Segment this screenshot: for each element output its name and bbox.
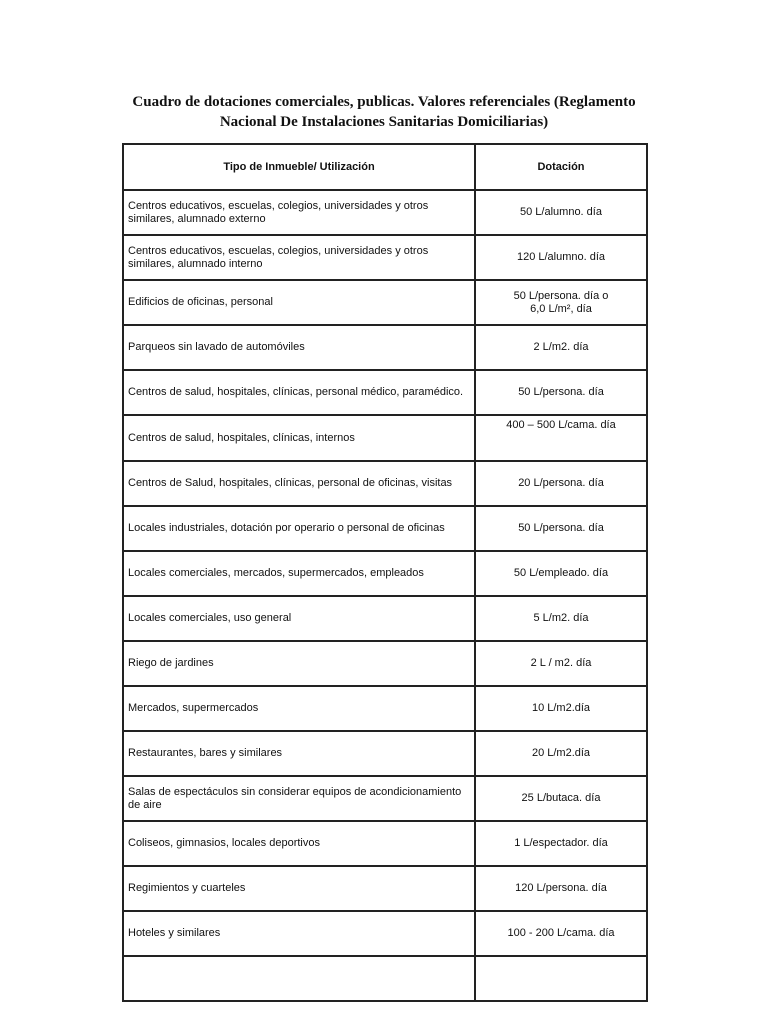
- table-row: [123, 415, 647, 461]
- cell-tipo: Restaurantes, bares y similares: [123, 731, 475, 776]
- header-dotacion: Dotación: [475, 144, 647, 190]
- cell-dotacion-line-2: 6,0 L/m², día: [530, 302, 592, 315]
- cell-dotacion-line-1: 50 L/persona. día o: [513, 289, 609, 302]
- cell-dotacion: 20 L/m2.día: [475, 731, 647, 776]
- table-row: [123, 280, 647, 325]
- cell-tipo: Riego de jardines: [123, 641, 475, 686]
- cell-tipo: Centros educativos, escuelas, colegios, universidades y otros similares, alumnado externo: [123, 190, 475, 235]
- table-row: [123, 641, 647, 686]
- table-header-row: [123, 144, 647, 190]
- cell-tipo: Regimientos y cuarteles: [123, 866, 475, 911]
- cell-dotacion: 400 – 500 L/cama. día: [475, 415, 647, 461]
- table-row: [123, 551, 647, 596]
- cell-tipo: Centros educativos, escuelas, colegios, universidades y otros similares, alumnado interno: [123, 235, 475, 280]
- cell-dotacion: 2 L/m2. día: [475, 325, 647, 370]
- continuation-cell: [123, 956, 475, 1001]
- table-row: [123, 596, 647, 641]
- cell-dotacion: 1 L/espectador. día: [475, 821, 647, 866]
- cell-tipo: Locales comerciales, uso general: [123, 596, 475, 641]
- cell-tipo: Locales comerciales, mercados, supermercados, empleados: [123, 551, 475, 596]
- cell-dotacion: 50 L/persona. día: [475, 370, 647, 415]
- cell-dotacion: 50 L/persona. día: [475, 506, 647, 551]
- cell-tipo: Coliseos, gimnasios, locales deportivos: [123, 821, 475, 866]
- table-row: [123, 370, 647, 415]
- cell-tipo: Hoteles y similares: [123, 911, 475, 956]
- dotaciones-table: [122, 143, 648, 1002]
- table-row: [123, 325, 647, 370]
- table-row: [123, 461, 647, 506]
- table-row: [123, 235, 647, 280]
- cell-dotacion: [475, 280, 647, 325]
- cell-dotacion: 25 L/butaca. día: [475, 776, 647, 821]
- table-row: [123, 911, 647, 956]
- cell-dotacion: 2 L / m2. día: [475, 641, 647, 686]
- table-continuation: [123, 956, 647, 1001]
- table-row: [123, 190, 647, 235]
- cell-tipo: Centros de salud, hospitales, clínicas, internos: [123, 415, 475, 461]
- title-line-2: Nacional De Instalaciones Sanitarias Domiciliarias): [219, 114, 549, 130]
- cell-tipo: Salas de espectáculos sin considerar equipos de acondicionamiento de aire: [123, 776, 475, 821]
- cell-dotacion: 5 L/m2. día: [475, 596, 647, 641]
- table-row: [123, 776, 647, 821]
- cell-dotacion: 20 L/persona. día: [475, 461, 647, 506]
- cell-dotacion: 10 L/m2.día: [475, 686, 647, 731]
- cell-tipo: Centros de salud, hospitales, clínicas, personal médico, paramédico.: [123, 370, 475, 415]
- cell-dotacion: 50 L/alumno. día: [475, 190, 647, 235]
- table-row: [123, 506, 647, 551]
- title-line-1: Cuadro de dotaciones comerciales, publicas. Valores referenciales (Reglamento: [132, 94, 636, 110]
- cell-tipo: Mercados, supermercados: [123, 686, 475, 731]
- continuation-cell: [475, 956, 647, 1001]
- table-row: [123, 821, 647, 866]
- table-row: [123, 866, 647, 911]
- header-tipo: Tipo de Inmueble/ Utilización: [123, 144, 475, 190]
- table-row: [123, 686, 647, 731]
- cell-tipo: Parqueos sin lavado de automóviles: [123, 325, 475, 370]
- cell-dotacion: 50 L/empleado. día: [475, 551, 647, 596]
- table-row: [123, 731, 647, 776]
- cell-tipo: Centros de Salud, hospitales, clínicas, personal de oficinas, visitas: [123, 461, 475, 506]
- cell-dotacion: 120 L/persona. día: [475, 866, 647, 911]
- cell-dotacion: 100 - 200 L/cama. día: [475, 911, 647, 956]
- cell-tipo: Locales industriales, dotación por operario o personal de oficinas: [123, 506, 475, 551]
- cell-dotacion: 120 L/alumno. día: [475, 235, 647, 280]
- cell-tipo: Edificios de oficinas, personal: [123, 280, 475, 325]
- document-title: [100, 92, 668, 132]
